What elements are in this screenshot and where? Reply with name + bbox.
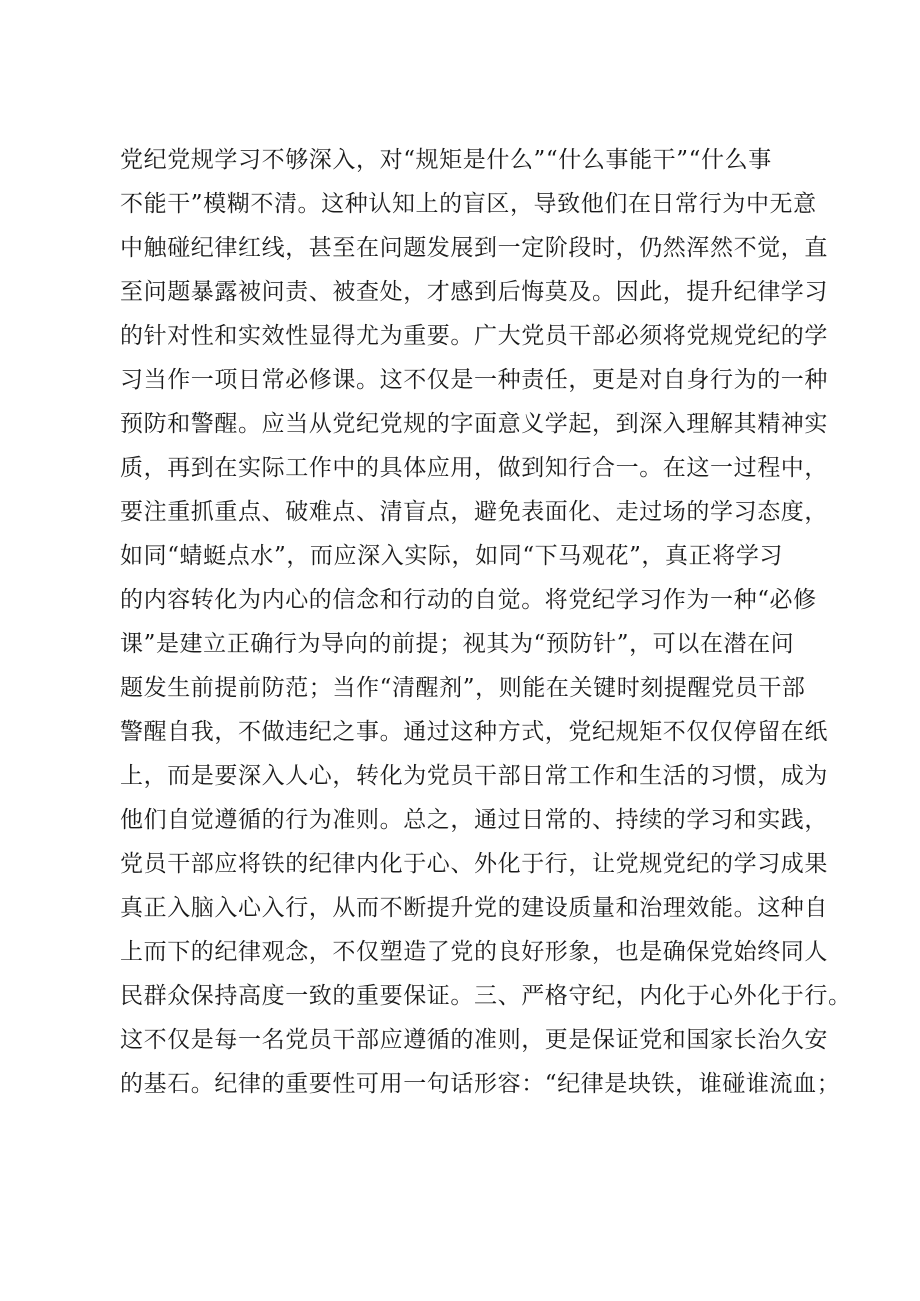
text-line: 警醒自我，不做违纪之事。通过这种方式，党纪规矩不仅仅停留在纸 [120,719,828,745]
text-line: 这不仅是每一名党员干部应遵循的准则，更是保证党和国家长治久安 [120,1027,828,1053]
text-line: 的针对性和实效性显得尤为重要。广大党员干部必须将党规党纪的学 [120,323,828,349]
text-line: 党纪党规学习不够深入，对“规矩是什么”“什么事能干”“什么事 [120,147,772,173]
text-line: 民群众保持高度一致的重要保证。三、严格守纪，内化于心外化于行。 [120,983,852,1009]
text-line: 的内容转化为内心的信念和行动的自觉。将党纪学习作为一种“必修 [120,587,817,613]
text-line: 至问题暴露被问责、被查处，才感到后悔莫及。因此，提升纪律学习 [120,279,828,305]
text-line: 不能干”模糊不清。这种认知上的盲区，导致他们在日常行为中无意 [120,191,817,217]
text-line: 他们自觉遵循的行为准则。总之，通过日常的、持续的学习和实践， [120,807,828,833]
text-line: 要注重抓重点、破难点、清盲点，避免表面化、走过场的学习态度， [120,499,828,525]
text-line: 上，而是要深入人心，转化为党员干部日常工作和生活的习惯，成为 [120,763,828,789]
text-line: 课”是建立正确行为导向的前提；视其为“预防针”，可以在潜在问 [120,631,795,657]
text-line: 习当作一项日常必修课。这不仅是一种责任，更是对自身行为的一种 [120,367,828,393]
text-line: 中触碰纪律红线，甚至在问题发展到一定阶段时，仍然浑然不觉，直 [120,235,828,261]
text-line: 如同“蜻蜓点水”，而应深入实际，如同“下马观花”，真正将学习 [120,543,784,569]
text-line: 质，再到在实际工作中的具体应用，做到知行合一。在这一过程中， [120,455,828,481]
text-line: 预防和警醒。应当从党纪党规的字面意义学起，到深入理解其精神实 [120,411,828,437]
text-line: 的基石。纪律的重要性可用一句话形容：“纪律是块铁，谁碰谁流血； [120,1071,841,1097]
text-line: 上而下的纪律观念，不仅塑造了党的良好形象，也是确保党始终同人 [120,939,828,965]
text-line: 题发生前提前防范；当作“清醒剂”，则能在关键时刻提醒党员干部 [120,675,806,701]
text-line: 党员干部应将铁的纪律内化于心、外化于行，让党规党纪的学习成果 [120,851,828,877]
text-line: 真正入脑入心入行，从而不断提升党的建设质量和治理效能。这种自 [120,895,828,921]
body-paragraph [120,138,852,1106]
